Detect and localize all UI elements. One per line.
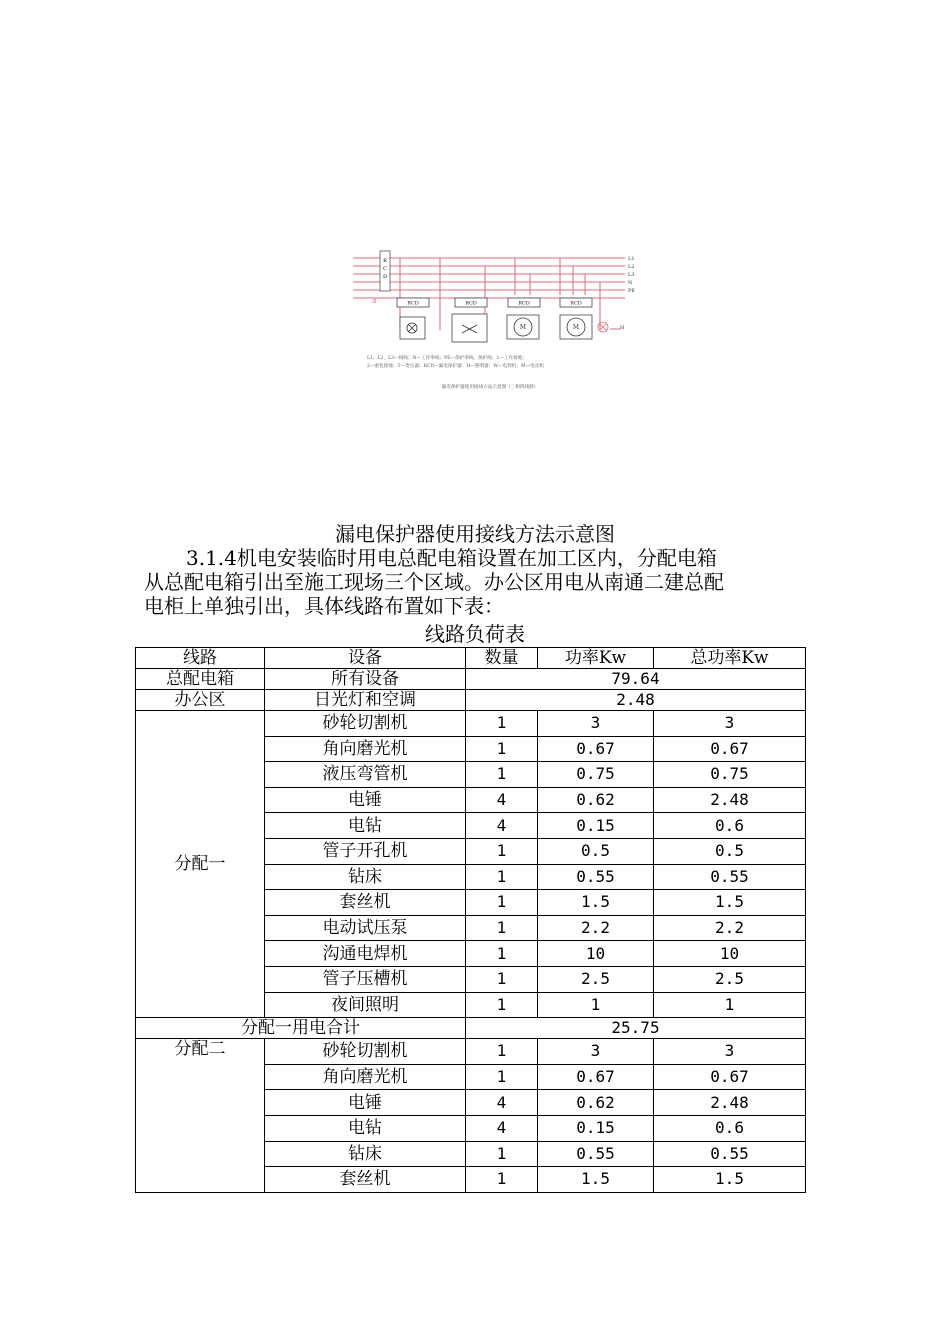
device-cell: 沟通电焊机 — [265, 941, 466, 967]
body-paragraph — [144, 546, 814, 618]
power-cell: 0.15 — [538, 813, 654, 839]
power-cell: 0.62 — [538, 1090, 654, 1116]
subtotal-row — [136, 1018, 806, 1039]
device-cell: 液压弯管机 — [265, 762, 466, 788]
table-header-row — [136, 648, 806, 669]
total-cell: 2.48 — [654, 787, 806, 813]
power-cell: 0.67 — [538, 736, 654, 762]
diagram-legend-line1: L1、L2、L3—相线；N—工作零线；PE—保护零线、保护线；1—工作接地； — [367, 356, 527, 361]
qty-cell: 4 — [466, 1115, 538, 1141]
qty-cell: 1 — [466, 1064, 538, 1090]
motor-mark-1: M — [519, 324, 527, 331]
table-title: 线路负荷表 — [425, 622, 525, 646]
qty-cell: 1 — [466, 941, 538, 967]
power-cell: 2.2 — [538, 915, 654, 941]
device-cell: 角向磨光机 — [265, 1064, 466, 1090]
route-cell: 分配一 — [136, 711, 265, 1018]
header-total: 总功率Kw — [654, 648, 806, 669]
qty-cell: 1 — [466, 838, 538, 864]
route-cell: 办公区 — [136, 690, 265, 711]
total-cell: 0.55 — [654, 1141, 806, 1167]
header-qty: 数量 — [466, 648, 538, 669]
device-cell: 电锤 — [265, 787, 466, 813]
switch-label-c: C — [383, 266, 387, 272]
device-cell: 角向磨光机 — [265, 736, 466, 762]
power-cell: 0.67 — [538, 1064, 654, 1090]
device-cell: 砂轮切割机 — [265, 711, 466, 737]
total-cell: 0.67 — [654, 736, 806, 762]
total-cell: 2.2 — [654, 915, 806, 941]
diagram-legend-line2: 2—重复接地；T—变压器；RCD—漏电保护器；H—照明器；W—电焊机；M—电动机 — [367, 364, 545, 369]
total-cell: 0.6 — [654, 1115, 806, 1141]
switch-label-d: D — [382, 274, 388, 280]
power-cell: 0.15 — [538, 1115, 654, 1141]
device-cell: 电钻 — [265, 1115, 466, 1141]
table-row — [136, 1039, 806, 1065]
power-cell: 0.5 — [538, 838, 654, 864]
qty-cell: 4 — [466, 787, 538, 813]
qty-cell: 1 — [466, 992, 538, 1018]
paragraph-line-2: 从总配电箱引出至施工现场三个区域。办公区用电从南通二建总配 — [144, 570, 724, 594]
phase-label-l3: L3 — [628, 272, 635, 278]
total-cell: 3 — [654, 1039, 806, 1065]
route-cell: 总配电箱 — [136, 669, 265, 690]
device-cell: 管子开孔机 — [265, 838, 466, 864]
table-row — [136, 711, 806, 737]
power-cell: 2.5 — [538, 966, 654, 992]
header-power: 功率Kw — [538, 648, 654, 669]
device-cell: 所有设备 — [265, 669, 466, 690]
device-cell: 钻床 — [265, 1141, 466, 1167]
device-cell: 钻床 — [265, 864, 466, 890]
power-cell: 0.55 — [538, 1141, 654, 1167]
load-table — [135, 647, 806, 1193]
device-cell: 夜间照明 — [265, 992, 466, 1018]
device-cell: 砂轮切割机 — [265, 1039, 466, 1065]
motor-mark-2: M — [572, 324, 580, 331]
total-cell: 2.48 — [654, 1090, 806, 1116]
total-cell: 1.5 — [654, 1167, 806, 1193]
rcd-label-1: RCD — [407, 300, 419, 307]
qty-cell: 4 — [466, 1090, 538, 1116]
total-cell: 0.55 — [654, 864, 806, 890]
header-route: 线路 — [136, 648, 265, 669]
total-cell: 10 — [654, 941, 806, 967]
total-cell: 3 — [654, 711, 806, 737]
qty-cell: 1 — [466, 1141, 538, 1167]
total-cell: 79.64 — [466, 669, 806, 690]
subtotal-value: 25.75 — [466, 1018, 806, 1039]
route-cell: 分配二 — [136, 1039, 265, 1193]
total-cell: 0.67 — [654, 1064, 806, 1090]
power-cell: 0.62 — [538, 787, 654, 813]
qty-cell: 1 — [466, 1167, 538, 1193]
qty-cell: 1 — [466, 711, 538, 737]
switch-label-r: R — [383, 258, 387, 264]
ground-mark-label: 2 — [371, 299, 375, 305]
rcd-label-4: RCD — [570, 300, 582, 307]
phase-label-pe: PE — [628, 288, 635, 294]
total-cell: 1.5 — [654, 890, 806, 916]
device-cell: 电钻 — [265, 813, 466, 839]
power-cell: 1 — [538, 992, 654, 1018]
lamp-mark: H — [619, 325, 625, 331]
subtotal-label: 分配一用电合计 — [136, 1018, 466, 1039]
total-cell: 1 — [654, 992, 806, 1018]
qty-cell: 1 — [466, 762, 538, 788]
power-cell: 3 — [538, 1039, 654, 1065]
rcd-label-2: RCD — [465, 300, 477, 307]
phase-label-l2: L2 — [628, 264, 635, 270]
device-cell: 电锤 — [265, 1090, 466, 1116]
header-device: 设备 — [265, 648, 466, 669]
paragraph-line-1: 3.1.4机电安装临时用电总配电箱设置在加工区内，分配电箱 — [186, 546, 717, 570]
power-cell: 3 — [538, 711, 654, 737]
phase-label-n: N — [628, 280, 633, 286]
qty-cell: 1 — [466, 966, 538, 992]
qty-cell: 1 — [466, 1039, 538, 1065]
total-cell: 2.5 — [654, 966, 806, 992]
device-cell: 套丝机 — [265, 1167, 466, 1193]
figure-caption: 漏电保护器使用接线方法示意图 — [335, 522, 615, 546]
power-cell: 0.75 — [538, 762, 654, 788]
device-cell: 电动试压泵 — [265, 915, 466, 941]
qty-cell: 1 — [466, 890, 538, 916]
total-cell: 0.6 — [654, 813, 806, 839]
qty-cell: 1 — [466, 864, 538, 890]
qty-cell: 4 — [466, 813, 538, 839]
rcd-wiring-diagram — [345, 245, 635, 395]
phase-label-l1: L1 — [628, 256, 635, 262]
total-cell: 0.75 — [654, 762, 806, 788]
power-cell: 1.5 — [538, 890, 654, 916]
device-cell: 套丝机 — [265, 890, 466, 916]
power-cell: 1.5 — [538, 1167, 654, 1193]
diagram-inner-caption: 漏电保护器使用接线方法示意图（三相四线制） — [441, 385, 539, 390]
device-cell: 管子压槽机 — [265, 966, 466, 992]
power-cell: 0.55 — [538, 864, 654, 890]
paragraph-line-3: 电柜上单独引出，具体线路布置如下表： — [144, 594, 504, 618]
total-cell: 0.5 — [654, 838, 806, 864]
rcd-label-3: RCD — [518, 300, 530, 307]
qty-cell: 1 — [466, 736, 538, 762]
table-row — [136, 669, 806, 690]
qty-cell: 1 — [466, 915, 538, 941]
power-cell: 10 — [538, 941, 654, 967]
total-cell: 2.48 — [466, 690, 806, 711]
device-cell: 日光灯和空调 — [265, 690, 466, 711]
table-row — [136, 690, 806, 711]
